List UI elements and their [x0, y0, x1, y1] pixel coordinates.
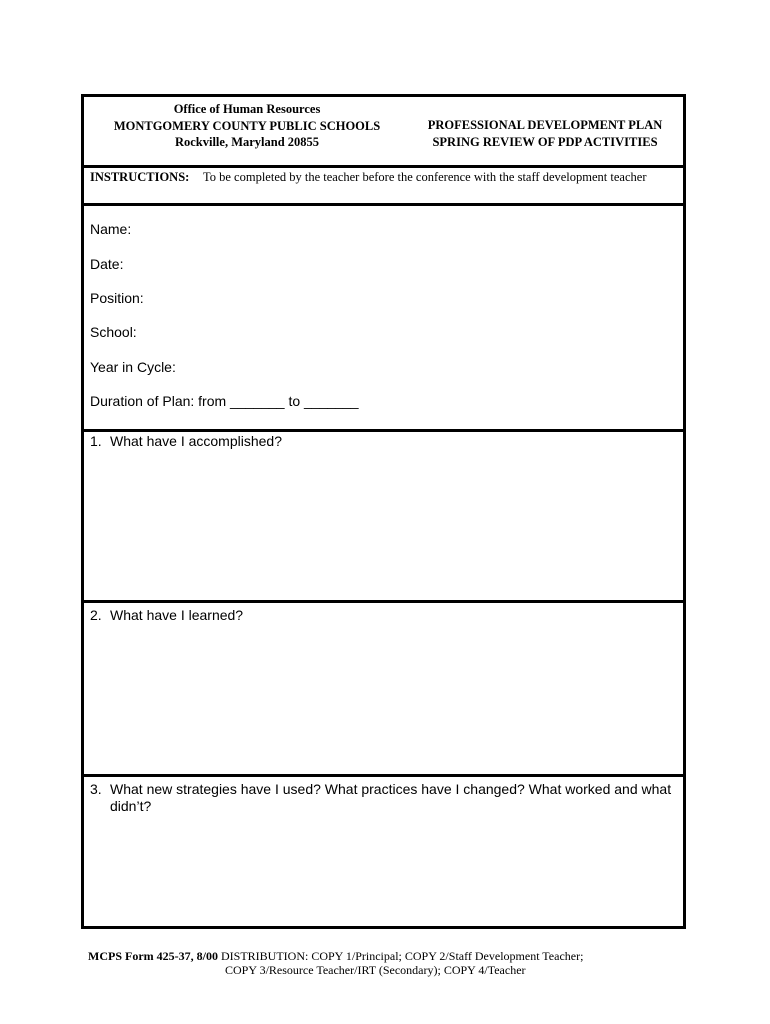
form-subtitle: SPRING REVIEW OF PDP ACTIVITIES: [432, 134, 658, 149]
instructions-label: INSTRUCTIONS:: [90, 170, 190, 184]
question-3-number: 3.: [90, 781, 102, 797]
pdp-form: [81, 94, 686, 929]
instructions-text: To be completed by the teacher before the conference with the staff development teacher: [203, 170, 647, 184]
question-3-text: What new strategies have I used? What practices have I changed? What worked and what didn’t?: [110, 781, 672, 814]
form-footer: [88, 949, 678, 977]
question-2-number: 2.: [90, 607, 102, 623]
footer-line-1: [88, 949, 678, 963]
question-2-text: What have I learned?: [110, 607, 244, 623]
date-field[interactable]: Date:: [90, 256, 124, 272]
question-2-section[interactable]: [84, 603, 683, 777]
form-id: MCPS Form 425-37, 8/00: [88, 949, 218, 963]
school-field[interactable]: School:: [90, 324, 137, 340]
question-1-number: 1.: [90, 433, 102, 449]
name-field[interactable]: Name:: [90, 221, 132, 237]
header-form-title: [411, 117, 679, 150]
duration-of-plan-field[interactable]: Duration of Plan: from _______ to _______: [90, 393, 359, 409]
question-3-section[interactable]: [84, 777, 683, 926]
district-name: MONTGOMERY COUNTY PUBLIC SCHOOLS: [113, 118, 381, 133]
position-field[interactable]: Position:: [90, 290, 144, 306]
office-name: Office of Human Resources: [173, 102, 321, 116]
year-in-cycle-field[interactable]: Year in Cycle:: [90, 359, 176, 375]
distribution-line-2: COPY 3/Resource Teacher/IRT (Secondary); COPY 4/Teacher: [225, 963, 526, 977]
question-1-text: What have I accomplished?: [110, 433, 282, 449]
form-title: PROFESSIONAL DEVELOPMENT PLAN: [427, 118, 663, 132]
question-1-section[interactable]: [84, 429, 683, 603]
district-location: Rockville, Maryland 20855: [174, 135, 320, 149]
distribution-line-1: DISTRIBUTION: COPY 1/Principal; COPY 2/Staff Development Teacher;: [220, 949, 584, 963]
form-header: [84, 97, 683, 168]
header-organization: [92, 101, 402, 151]
teacher-info-section: [84, 203, 683, 432]
instructions-section: [84, 165, 683, 206]
